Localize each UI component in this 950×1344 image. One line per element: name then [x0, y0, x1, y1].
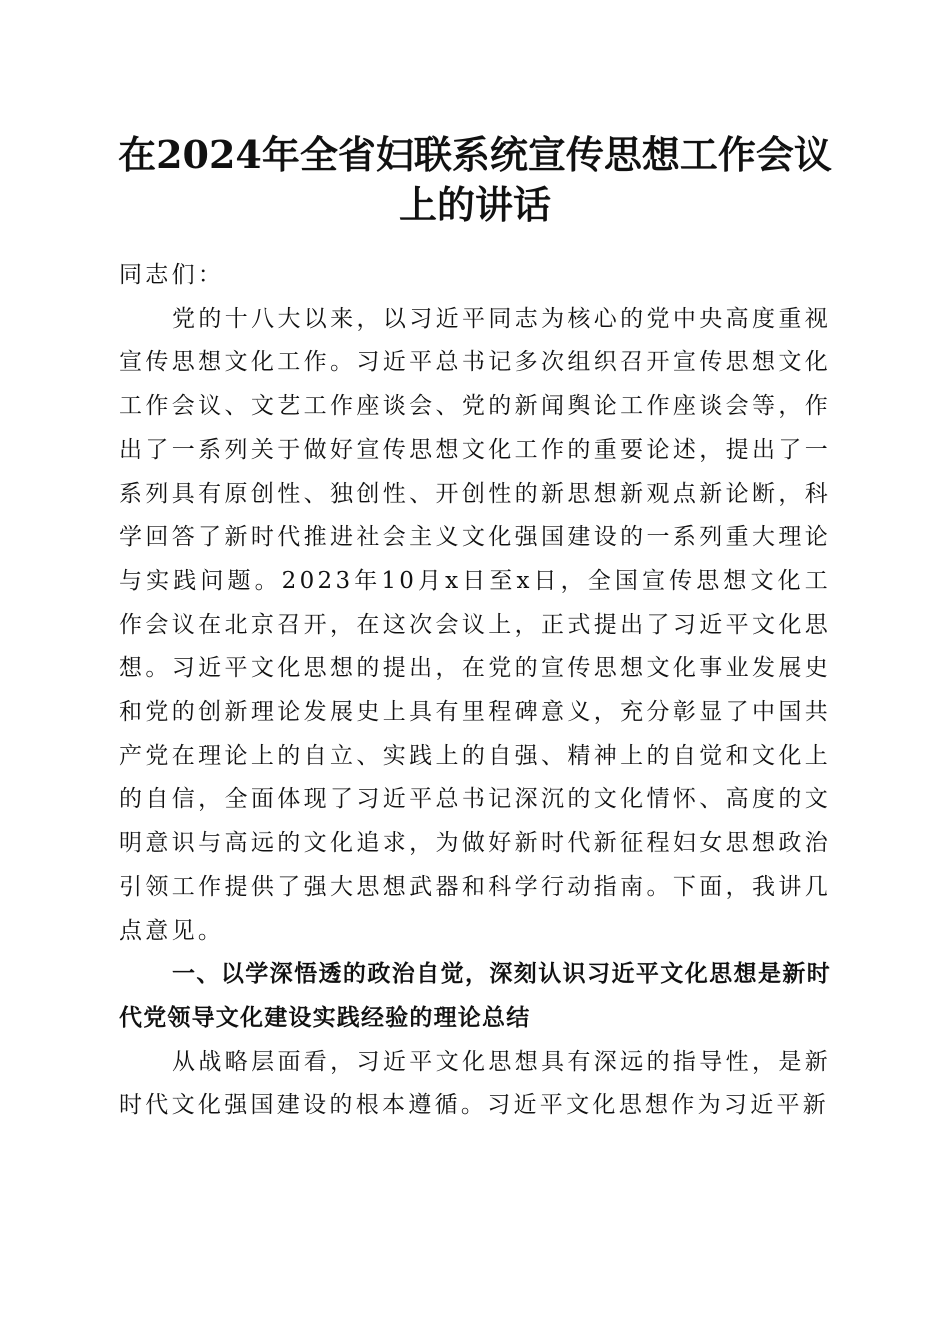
section-heading-1: 一、以学深悟透的政治自觉，深刻认识习近平文化思想是新时代党领导文化建设实践经验的理论总结 [119, 961, 831, 1031]
document-body [119, 254, 831, 1128]
salutation: 同志们： [119, 262, 225, 288]
section-1-paragraph: 从战略层面看，习近平文化思想具有深远的指导性，是新时代文化强国建设的根本遵循。习近平文化思想作为习近平新 [119, 1048, 831, 1119]
intro-paragraph: 党的十八大以来，以习近平同志为核心的党中央高度重视宣传思想文化工作。习近平总书记多次组织召开宣传思想文化工作会议、文艺工作座谈会、党的新闻舆论工作座谈会等，作出了一系列关于做好宣传思想文化工作的重要论述，提出了一系列具有原创性、独创性、开创性的新思想新观点新论断，科学回答了新时代推进社会主义文化强国建设的一系列重大理论与实践问题。2023年10月x日至x日，全国宣传思想文化工作会议在北京召开，在这次会议上，正式提出了习近平文化思想。习近平文化思想的提出，在党的宣传思想文化事业发展史和党的创新理论发展史上具有里程碑意义，充分彰显了中国共产党在理论上的自立、实践上的自强、精神上的自觉和文化上的自信，全面体现了习近平总书记深沉的文化情怀、高度的文明意识与高远的文化追求，为做好新时代新征程妇女思想政治引领工作提供了强大思想武器和科学行动指南。下面，我讲几点意见。 [119, 305, 831, 944]
document-title: 在2024年全省妇联系统宣传思想工作会议上的讲话 [118, 132, 832, 227]
